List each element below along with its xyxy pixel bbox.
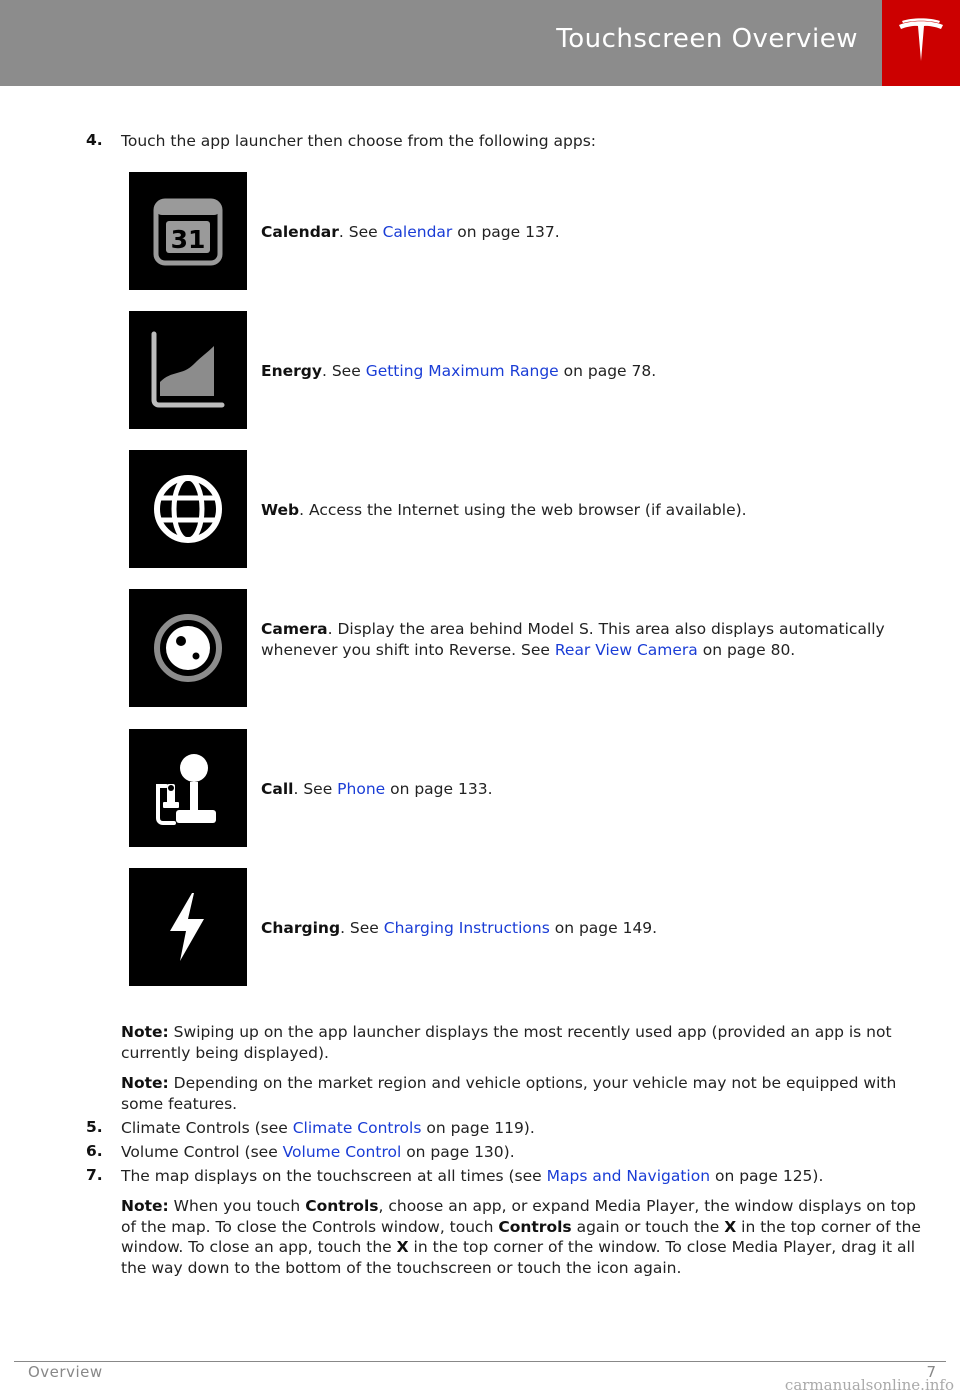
step-number: 5. — [86, 1118, 103, 1136]
svg-text:31: 31 — [170, 225, 206, 254]
maps-and-navigation-link[interactable]: Maps and Navigation — [546, 1167, 711, 1185]
footer-divider — [14, 1361, 946, 1362]
step6-text: Volume Control (see Volume Control on page 130). — [121, 1143, 515, 1161]
note-swipe: Note: Swiping up on the app launcher displays the most recently used app (provided an app is not currently being displayed). — [121, 1023, 892, 1062]
app-row-web — [129, 450, 909, 568]
tesla-logo-icon — [896, 17, 946, 69]
footer-section: Overview — [28, 1363, 103, 1381]
note-market: Note: Depending on the market region and vehicle options, your vehicle may not be equipped with some features. — [121, 1074, 897, 1113]
app-desc-charging: Charging. See Charging Instructions on page 149. — [261, 919, 658, 937]
app-desc-web: Web. Access the Internet using the web browser (if available). — [261, 501, 747, 519]
lightning-icon-box — [129, 868, 247, 986]
calendar-link[interactable]: Calendar — [382, 223, 453, 241]
step-number: 7. — [86, 1166, 103, 1184]
app-row-energy — [129, 311, 909, 429]
getting-maximum-range-link[interactable]: Getting Maximum Range — [365, 362, 559, 380]
app-desc-energy: Energy. See Getting Maximum Range on page 78. — [261, 362, 657, 380]
app-row-charging — [129, 868, 909, 986]
page-title: Touchscreen Overview — [556, 24, 858, 54]
energy-icon — [148, 330, 228, 410]
app-row-camera — [129, 589, 909, 707]
step7-text: The map displays on the touchscreen at all times (see Maps and Navigation on page 125). — [121, 1167, 824, 1185]
app-desc-camera: Camera. Display the area behind Model S. This area also displays automatically whenever you shift into Reverse. See Rear View Camera on page 80. — [261, 620, 885, 659]
step-text: Touch the app launcher then choose from the following apps: — [121, 132, 596, 150]
page-number: 7 — [926, 1363, 936, 1381]
charging-instructions-link[interactable]: Charging Instructions — [383, 919, 550, 937]
note-controls: Note: When you touch Controls, choose an app, or expand Media Player, the window displays on top of the map. To close the Controls window, touch Controls again or touch the X in the top corner of the window. To close an app, touch the X in the top corner of the window. To close Media Player, drag it all the way down to the bottom of the touchscreen or touch the icon again. — [121, 1197, 921, 1277]
step-number: 6. — [86, 1142, 103, 1160]
rear-view-camera-link[interactable]: Rear View Camera — [554, 640, 698, 659]
climate-controls-link[interactable]: Climate Controls — [292, 1119, 422, 1137]
calendar-icon-box — [129, 172, 247, 290]
globe-icon-box — [129, 450, 247, 568]
app-desc-calendar: Calendar. See Calendar on page 137. — [261, 223, 560, 241]
volume-control-link[interactable]: Volume Control — [282, 1143, 402, 1161]
app-row-calendar — [129, 172, 909, 290]
phone-icon-box — [129, 729, 247, 847]
phone-link[interactable]: Phone — [337, 780, 386, 798]
app-desc-call: Call. See Phone on page 133. — [261, 780, 493, 798]
lightning-icon — [158, 889, 218, 965]
camera-icon — [150, 610, 226, 686]
step-number: 4. — [86, 131, 103, 149]
tesla-logo-box — [882, 0, 960, 86]
page-header — [0, 0, 960, 86]
energy-icon-box — [129, 311, 247, 429]
camera-icon-box — [129, 589, 247, 707]
app-row-call — [129, 729, 909, 847]
globe-icon — [150, 471, 226, 547]
watermark: carmanualsonline.info — [784, 1376, 954, 1394]
step5-text: Climate Controls (see Climate Controls on page 119). — [121, 1119, 535, 1137]
calendar-icon — [150, 193, 226, 269]
phone-icon — [150, 748, 226, 828]
